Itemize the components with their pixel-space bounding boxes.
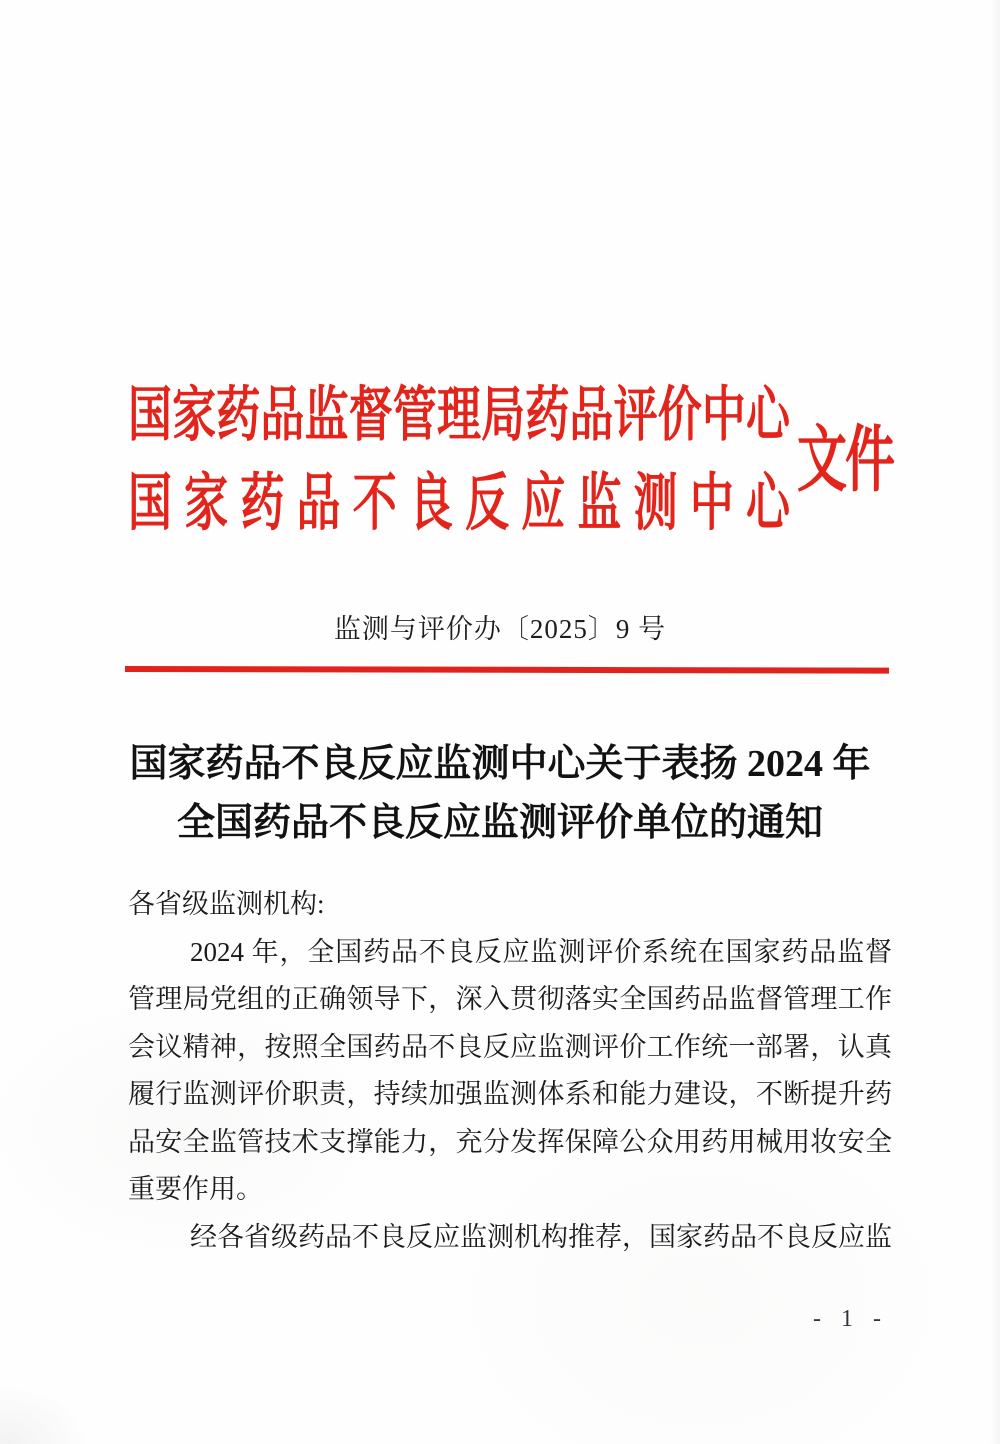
salutation-line: 各省级监测机构: (128, 889, 325, 919)
paragraph-1-line-5: 品安全监管技术支撑能力，充分发挥保障公众用药用械用妆安全 (128, 1126, 892, 1157)
paragraph-1-line-1: 2024 年，全国药品不良反应监测评价系统在国家药品监督 (190, 936, 892, 967)
letterhead-doc-type-label: 文件 (797, 419, 893, 501)
paragraph-1-line-2: 管理局党组的正确领导下，深入贯彻落实全国药品监督管理工作 (128, 984, 892, 1014)
page-number: - 1 - (813, 1306, 888, 1332)
paragraph-1-line-4: 履行监测评价职责，持续加强监测体系和能力建设，不断提升药 (128, 1079, 892, 1109)
red-separator-rule (125, 666, 889, 674)
document-body (128, 881, 892, 1261)
paragraph-2-line-1: 经各省级药品不良反应监测机构推荐，国家药品不良反应监 (190, 1221, 892, 1252)
letterhead-org-name-line-2: 国家药品不良反应监测中心 (128, 468, 790, 539)
paragraph-1-line-6: 重要作用。 (128, 1174, 263, 1204)
letterhead-org-name-line-1: 国家药品监督管理局药品评价中心 (128, 381, 790, 449)
document-title-line-1: 国家药品不良反应监测中心关于表扬 2024 年 (129, 743, 871, 785)
document-reference-number: 监测与评价办〔2025〕9 号 (333, 614, 667, 644)
paragraph-1-line-3: 会议精神，按照全国药品不良反应监测评价工作统一部署，认真 (128, 1031, 892, 1062)
document-title-line-2: 全国药品不良反应监测评价单位的通知 (176, 802, 823, 844)
